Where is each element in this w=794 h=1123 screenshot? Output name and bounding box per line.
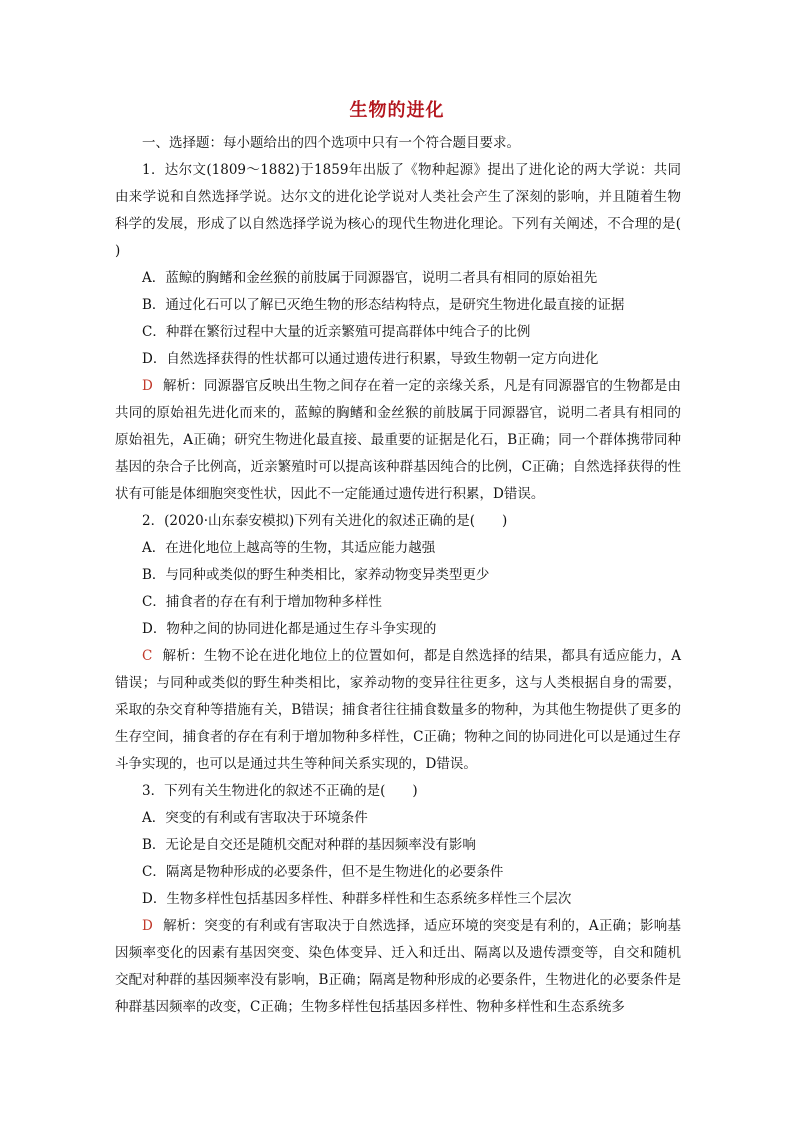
question-3-explanation — [115, 913, 681, 1021]
section-intro: 一、选择题：每小题给出的四个选项中只有一个符合题目要求。 — [142, 135, 520, 151]
question-2-stem: 2．(2020·山东泰安模拟)下列有关进化的叙述正确的是( ) — [142, 513, 508, 529]
question-3-explanation-text: 解析：突变的有利或有害取决于自然选择，适应环境的突变是有利的，A正确；影响基因频率变化的因素有基因突变、染色体变异、迁入和迁出、隔离以及遗传漂变等，自交和随机交配对种群的基因频率没有影响，B正确；隔离是物种形成的必要条件，生物进化的必要条件是种群基因频率的改变，C正确；生物多样性包括基因多样性、物种多样性和生态系统多 — [115, 918, 681, 1015]
question-3-option-b: B．无论是自交还是随机交配对种群的基因频率没有影响 — [142, 837, 476, 853]
question-1-option-c: C．种群在繁衍过程中大量的近亲繁殖可提高群体中纯合子的比例 — [142, 324, 531, 340]
question-1-explanation — [115, 373, 681, 508]
question-1-option-d: D．自然选择获得的性状都可以通过遗传进行积累，导致生物朝一定方向进化 — [142, 351, 599, 367]
question-1-explanation-text: 解析：同源器官反映出生物之间存在着一定的亲缘关系，凡是有同源器官的生物都是由共同的原始祖先进化而来的，蓝鲸的胸鳍和金丝猴的前肢属于同源器官，说明二者具有相同的原始祖先，A正确；研究生物进化最直接、最重要的证据是化石，B正确；同一个群体携带同种基因的杂合子比例高，近亲繁殖时可以提高该种群基因纯合的比例，C正确；自然选择获得的性状有可能是体细胞突变性状，因此不一定能通过遗传进行积累，D错误。 — [115, 378, 681, 502]
question-2-option-a: A．在进化地位上越高等的生物，其适应能力越强 — [142, 540, 436, 556]
question-3-stem: 3．下列有关生物进化的叙述不正确的是( ) — [142, 783, 418, 799]
question-1-option-a: A．蓝鲸的胸鳍和金丝猴的前肢属于同源器官，说明二者具有相同的原始祖先 — [142, 270, 598, 286]
question-2-explanation-text: 解析：生物不论在进化地位上的位置如何，都是自然选择的结果，都具有适应能力，A错误；与同种或类似的野生种类相比，家养动物的变异往往更多，这与人类根据自身的需要，采取的杂交育种等措施有关，B错误；捕食者往往捕食数量多的物种，为其他生物提供了更多的生存空间，捕食者的存在有利于增加物种多样性，C正确；物种之间的协同进化可以是通过生存斗争实现的，也可以是通过共生等种间关系实现的，D错误。 — [115, 648, 681, 772]
document-body — [115, 130, 708, 1021]
page-title: 生物的进化 — [349, 100, 445, 121]
question-3-option-a: A．突变的有利或有害取决于环境条件 — [142, 810, 368, 826]
question-3-option-d: D．生物多样性包括基因多样性、种群多样性和生态系统多样性三个层次 — [142, 891, 572, 907]
question-2-answer: C — [142, 648, 153, 664]
question-2-option-b: B．与同种或类似的野生种类相比，家养动物变异类型更少 — [142, 567, 490, 583]
question-1-answer: D — [142, 378, 153, 394]
question-1-option-b: B．通过化石可以了解已灭绝生物的形态结构特点，是研究生物进化最直接的证据 — [142, 297, 625, 313]
question-2-option-d: D．物种之间的协同进化都是通过生存斗争实现的 — [142, 621, 437, 637]
question-2-explanation — [115, 643, 681, 778]
question-3-option-c: C．隔离是物种形成的必要条件，但不是生物进化的必要条件 — [142, 864, 504, 880]
question-2-option-c: C．捕食者的存在有利于增加物种多样性 — [142, 594, 382, 610]
question-1-stem: 1．达尔文(1809～1882)于1859年出版了《物种起源》提出了进化论的两大学说：共同由来学说和自然选择学说。达尔文的进化论学说对人类社会产生了深刻的影响，并且随着生物科学的发展，形成了以自然选择学说为核心的现代生物进化理论。下列有关阐述，不合理的是( ) — [115, 162, 708, 259]
question-3-answer: D — [142, 918, 153, 934]
